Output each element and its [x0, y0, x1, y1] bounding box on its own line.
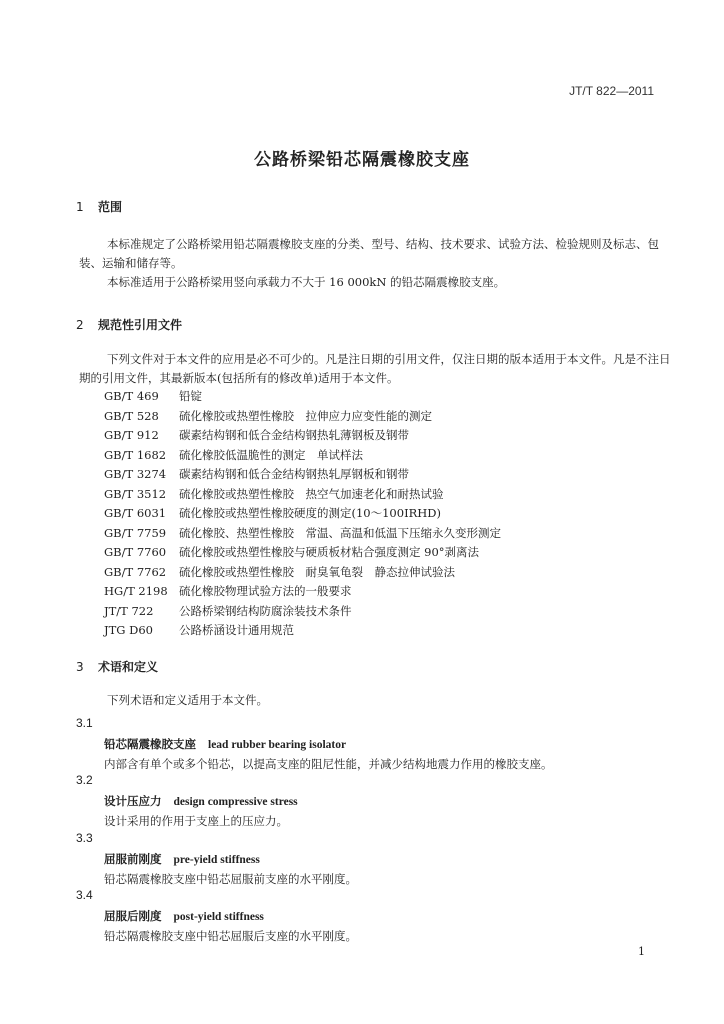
section-3-intro: 下列术语和定义适用于本文件。: [107, 693, 268, 707]
reference-title: 硫化橡胶、热塑性橡胶 常温、高温和低温下压缩永久变形测定: [179, 525, 501, 540]
reference-title: 公路桥梁钢结构防腐涂装技术条件: [179, 603, 352, 618]
section-title: 术语和定义: [98, 660, 159, 674]
reference-item: [104, 447, 363, 463]
reference-title: 公路桥涵设计通用规范: [179, 623, 294, 637]
term-english: lead rubber bearing isolator: [208, 739, 347, 751]
term-chinese: 屈服前刚度: [104, 852, 162, 866]
reference-code: GB/T 7759: [104, 525, 167, 540]
reference-code: GB/T 7762: [104, 564, 167, 579]
reference-item: [104, 486, 444, 502]
reference-item: [104, 544, 479, 560]
term-number: 3.2: [76, 773, 93, 787]
reference-code: GB/T 3274: [104, 467, 167, 481]
section-number: 3: [76, 660, 84, 674]
document-title: 公路桥梁铅芯隔震橡胶支座: [254, 150, 470, 170]
reference-title: 硫化橡胶物理试验方法的一般要求: [179, 584, 352, 598]
term-number: 3.3: [76, 831, 93, 845]
term-number: 3.1: [76, 716, 93, 730]
section-1-heading: [76, 198, 122, 215]
section-number: 1: [76, 200, 84, 214]
section-number: 2: [76, 318, 84, 332]
reference-code: GB/T 7760: [104, 545, 167, 559]
reference-code: GB/T 6031: [104, 506, 167, 520]
reference-item: [104, 622, 294, 638]
reference-code: GB/T 3512: [104, 486, 167, 501]
reference-item: [104, 564, 455, 580]
reference-title: 硫化橡胶或热塑性橡胶硬度的测定(10～100IRHD): [179, 506, 442, 520]
reference-title: 硫化橡胶或热塑性橡胶与硬质板材粘合强度测定 90°剥离法: [179, 545, 480, 559]
reference-title: 硫化橡胶或热塑性橡胶 热空气加速老化和耐热试验: [179, 486, 444, 501]
term-english: design compressive stress: [173, 796, 298, 808]
section-1-paragraph-1: 本标准规定了公路桥梁用铅芯隔震橡胶支座的分类、型号、结构、技术要求、试验方法、检验规则及标志、包装、运输和储存等。: [79, 237, 659, 270]
term-definition: 铅芯隔震橡胶支座中铅芯屈服后支座的水平刚度。: [104, 929, 357, 943]
term-heading: [104, 736, 346, 752]
term-heading: [104, 793, 298, 809]
term-heading: [104, 851, 260, 867]
reference-title: 碳素结构钢和低合金结构钢热轧薄钢板及钢带: [179, 428, 409, 442]
term-definition: 设计采用的作用于支座上的压应力。: [104, 814, 288, 828]
reference-item: [104, 505, 441, 521]
standard-number: JT/T 822—2011: [569, 84, 654, 98]
reference-title: 硫化橡胶或热塑性橡胶 拉伸应力应变性能的测定: [179, 408, 432, 423]
term-definition: 铅芯隔震橡胶支座中铅芯屈服前支座的水平刚度。: [104, 872, 357, 886]
term-chinese: 铅芯隔震橡胶支座: [104, 737, 196, 751]
reference-item: [104, 388, 202, 404]
section-title: 规范性引用文件: [98, 318, 183, 332]
term-chinese: 设计压应力: [104, 794, 162, 808]
term-definition: 内部含有单个或多个铅芯，以提高支座的阻尼性能，并减少结构地震力作用的橡胶支座。: [104, 757, 553, 771]
reference-code: GB/T 912: [104, 428, 159, 442]
reference-code: GB/T 528: [104, 408, 159, 423]
reference-item: [104, 466, 409, 482]
reference-code: HG/T 2198: [104, 584, 168, 598]
reference-item: [104, 603, 352, 619]
page-number: 1: [638, 945, 645, 958]
reference-item: [104, 525, 501, 541]
reference-item: [104, 408, 432, 424]
reference-item: [104, 583, 352, 599]
section-2-heading: [76, 316, 182, 333]
reference-code: JTG D60: [104, 623, 153, 637]
section-2-intro: 下列文件对于本文件的应用是必不可少的。凡是注日期的引用文件，仅注日期的版本适用于本文件。凡是不注日期的引用文件，其最新版本(包括所有的修改单)适用于本文件。: [79, 352, 671, 385]
term-heading: [104, 908, 264, 924]
reference-title: 碳素结构钢和低合金结构钢热轧厚钢板和钢带: [179, 467, 409, 481]
reference-code: JT/T 722: [104, 603, 154, 618]
term-chinese: 屈服后刚度: [104, 909, 162, 923]
reference-code: GB/T 469: [104, 389, 159, 403]
reference-title: 硫化橡胶低温脆性的测定 单试样法: [179, 447, 363, 462]
reference-title: 硫化橡胶或热塑性橡胶 耐臭氧龟裂 静态拉伸试验法: [179, 564, 455, 579]
section-1-paragraph-2: 本标准适用于公路桥梁用竖向承载力不大于 16 000kN 的铅芯隔震橡胶支座。: [107, 275, 506, 289]
term-english: pre-yield stiffness: [173, 854, 260, 866]
reference-code: GB/T 1682: [104, 447, 167, 462]
term-english: post-yield stiffness: [173, 911, 264, 923]
reference-item: [104, 427, 409, 443]
reference-title: 铅锭: [179, 389, 202, 403]
section-title: 范围: [98, 200, 123, 214]
term-number: 3.4: [76, 888, 93, 902]
section-3-heading: [76, 658, 158, 675]
